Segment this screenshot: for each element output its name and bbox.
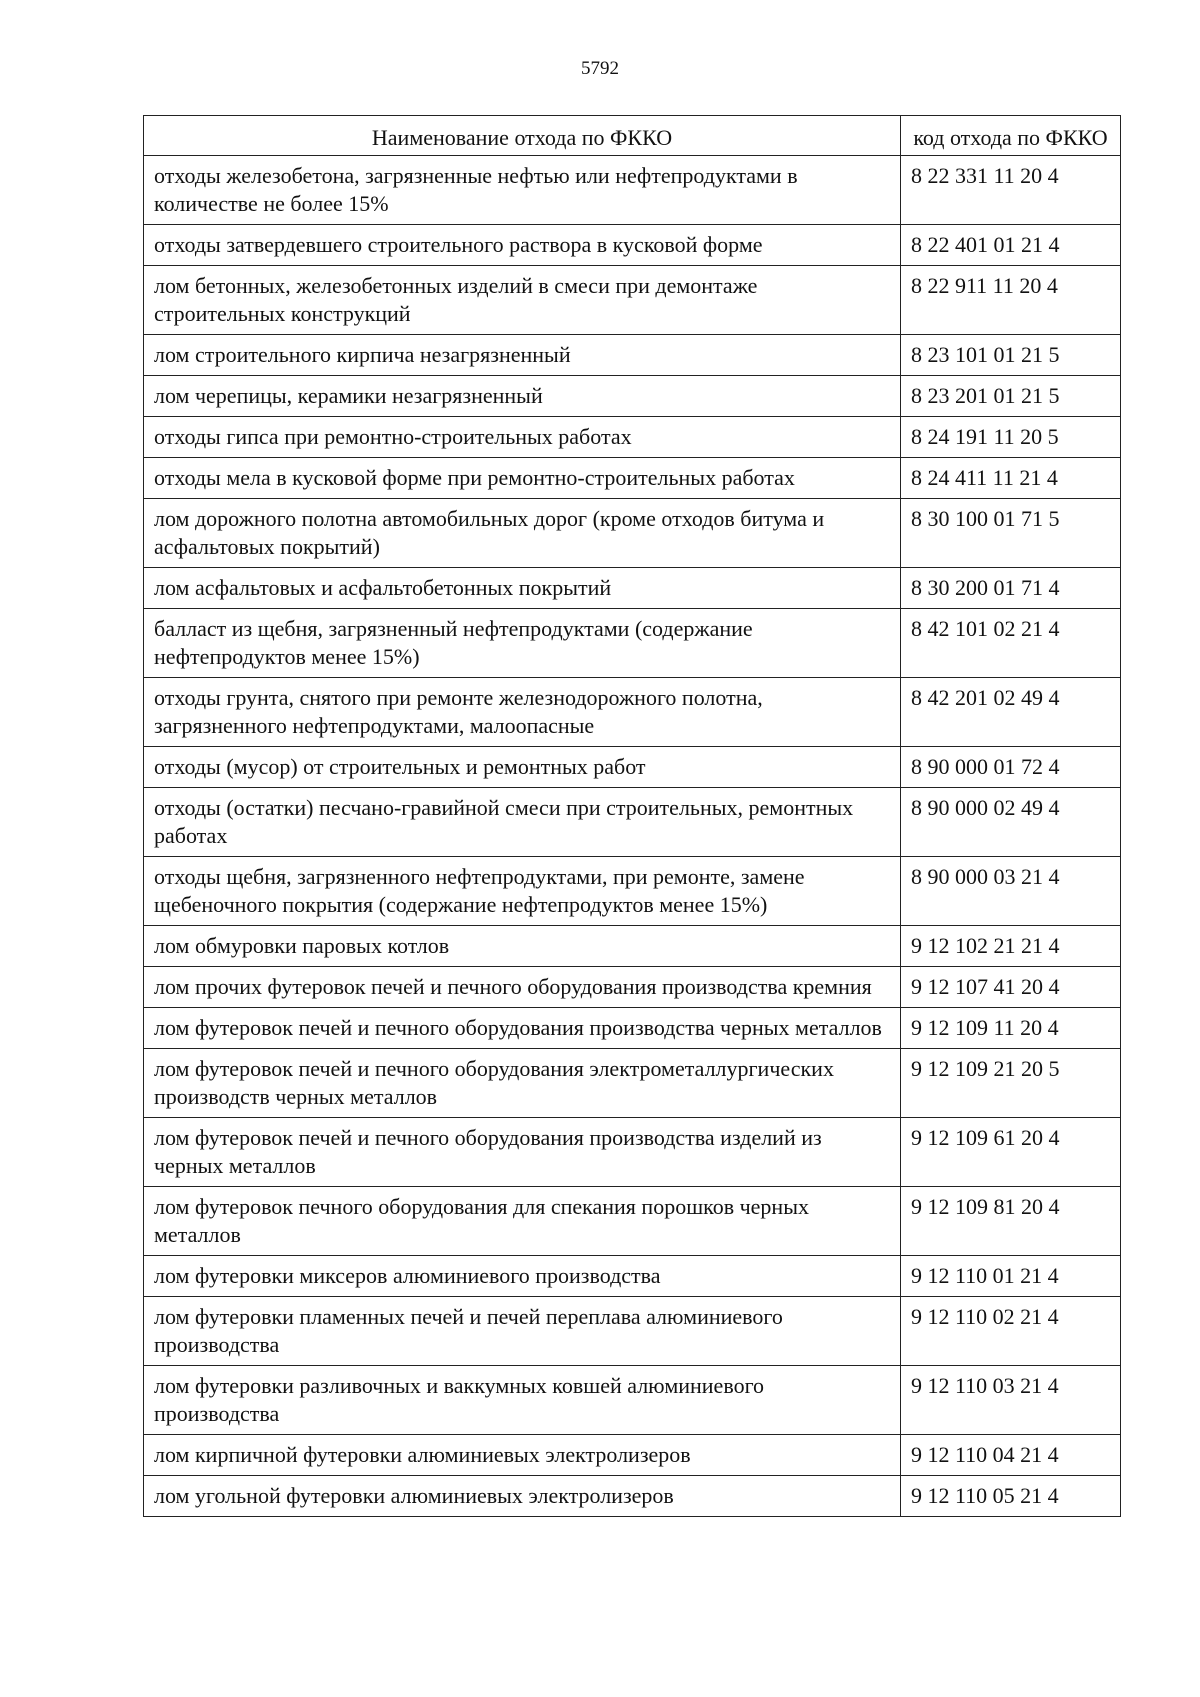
waste-code-cell: 8 90 000 01 72 4 [901,747,1121,788]
waste-name-cell: отходы (мусор) от строительных и ремонтных работ [144,747,901,788]
waste-name-cell: лом футеровок печей и печного оборудования электрометаллургических производств черных металлов [144,1049,901,1118]
waste-name-cell: отходы затвердевшего строительного раствора в кусковой форме [144,225,901,266]
waste-name-cell: лом кирпичной футеровки алюминиевых электролизеров [144,1435,901,1476]
waste-name-cell: лом бетонных, железобетонных изделий в смеси при демонтаже строительных конструкций [144,266,901,335]
waste-code-cell: 8 23 101 01 21 5 [901,335,1121,376]
waste-name-cell: отходы железобетона, загрязненные нефтью или нефтепродуктами в количестве не более 15% [144,156,901,225]
waste-name-cell: балласт из щебня, загрязненный нефтепродуктами (содержание нефтепродуктов менее 15%) [144,609,901,678]
table-row [144,1366,1121,1435]
table-row [144,1256,1121,1297]
waste-code-cell: 9 12 109 61 20 4 [901,1118,1121,1187]
waste-code-cell: 9 12 110 02 21 4 [901,1297,1121,1366]
waste-code-cell: 8 42 201 02 49 4 [901,678,1121,747]
waste-name-cell: отходы гипса при ремонтно-строительных работах [144,417,901,458]
waste-code-cell: 8 90 000 02 49 4 [901,788,1121,857]
table-row [144,417,1121,458]
waste-code-cell: 9 12 110 05 21 4 [901,1476,1121,1517]
waste-code-cell: 8 42 101 02 21 4 [901,609,1121,678]
waste-code-cell: 9 12 110 01 21 4 [901,1256,1121,1297]
header-waste-name: Наименование отхода по ФККО [144,116,901,156]
table-row [144,678,1121,747]
table-row [144,499,1121,568]
waste-code-cell: 8 22 911 11 20 4 [901,266,1121,335]
waste-code-cell: 8 30 200 01 71 4 [901,568,1121,609]
waste-name-cell: лом прочих футеровок печей и печного оборудования производства кремния [144,967,901,1008]
page-number: 5792 [581,58,619,79]
waste-code-cell: 8 23 201 01 21 5 [901,376,1121,417]
table-row [144,1118,1121,1187]
header-waste-code: код отхода по ФККО [901,116,1121,156]
waste-name-cell: лом угольной футеровки алюминиевых электролизеров [144,1476,901,1517]
waste-code-cell: 9 12 107 41 20 4 [901,967,1121,1008]
waste-name-cell: лом дорожного полотна автомобильных дорог (кроме отходов битума и асфальтовых покрытий) [144,499,901,568]
table-row [144,1187,1121,1256]
waste-name-cell: отходы щебня, загрязненного нефтепродуктами, при ремонте, замене щебеночного покрытия (содержание нефтепродуктов менее 15%) [144,857,901,926]
waste-code-cell: 8 24 411 11 21 4 [901,458,1121,499]
waste-code-cell: 8 30 100 01 71 5 [901,499,1121,568]
waste-code-cell: 9 12 102 21 21 4 [901,926,1121,967]
waste-name-cell: лом футеровки разливочных и ваккумных ковшей алюминиевого производства [144,1366,901,1435]
waste-code-cell: 9 12 109 11 20 4 [901,1008,1121,1049]
table-row [144,1476,1121,1517]
table-row [144,568,1121,609]
waste-name-cell: лом футеровки пламенных печей и печей переплава алюминиевого производства [144,1297,901,1366]
table-row [144,747,1121,788]
table-row [144,335,1121,376]
table-row [144,1049,1121,1118]
waste-code-cell: 9 12 110 04 21 4 [901,1435,1121,1476]
table-row [144,376,1121,417]
header-row [144,116,1121,156]
waste-name-cell: лом строительного кирпича незагрязненный [144,335,901,376]
waste-name-cell: лом футеровки миксеров алюминиевого производства [144,1256,901,1297]
table-row [144,1435,1121,1476]
waste-code-cell: 9 12 109 81 20 4 [901,1187,1121,1256]
table-header [144,116,1121,156]
waste-name-cell: лом обмуровки паровых котлов [144,926,901,967]
waste-name-cell: лом футеровок печного оборудования для спекания порошков черных металлов [144,1187,901,1256]
waste-code-cell: 9 12 109 21 20 5 [901,1049,1121,1118]
table-row [144,609,1121,678]
waste-name-cell: отходы грунта, снятого при ремонте железнодорожного полотна, загрязненного нефтепродуктами, малоопасные [144,678,901,747]
waste-code-cell: 9 12 110 03 21 4 [901,1366,1121,1435]
waste-code-cell: 8 24 191 11 20 5 [901,417,1121,458]
waste-code-cell: 8 90 000 03 21 4 [901,857,1121,926]
waste-code-cell: 8 22 401 01 21 4 [901,225,1121,266]
waste-name-cell: лом футеровок печей и печного оборудования производства черных металлов [144,1008,901,1049]
table-row [144,458,1121,499]
table-row [144,156,1121,225]
waste-name-cell: отходы (остатки) песчано-гравийной смеси при строительных, ремонтных работах [144,788,901,857]
table-row [144,1297,1121,1366]
waste-name-cell: лом асфальтовых и асфальтобетонных покрытий [144,568,901,609]
waste-table [143,115,1121,1517]
waste-name-cell: лом футеровок печей и печного оборудования производства изделий из черных металлов [144,1118,901,1187]
table-row [144,266,1121,335]
waste-code-cell: 8 22 331 11 20 4 [901,156,1121,225]
waste-name-cell: лом черепицы, керамики незагрязненный [144,376,901,417]
table-row [144,926,1121,967]
waste-name-cell: отходы мела в кусковой форме при ремонтно-строительных работах [144,458,901,499]
table-body [144,156,1121,1517]
table-row [144,225,1121,266]
table-row [144,1008,1121,1049]
table-row [144,857,1121,926]
table-row [144,788,1121,857]
table-row [144,967,1121,1008]
